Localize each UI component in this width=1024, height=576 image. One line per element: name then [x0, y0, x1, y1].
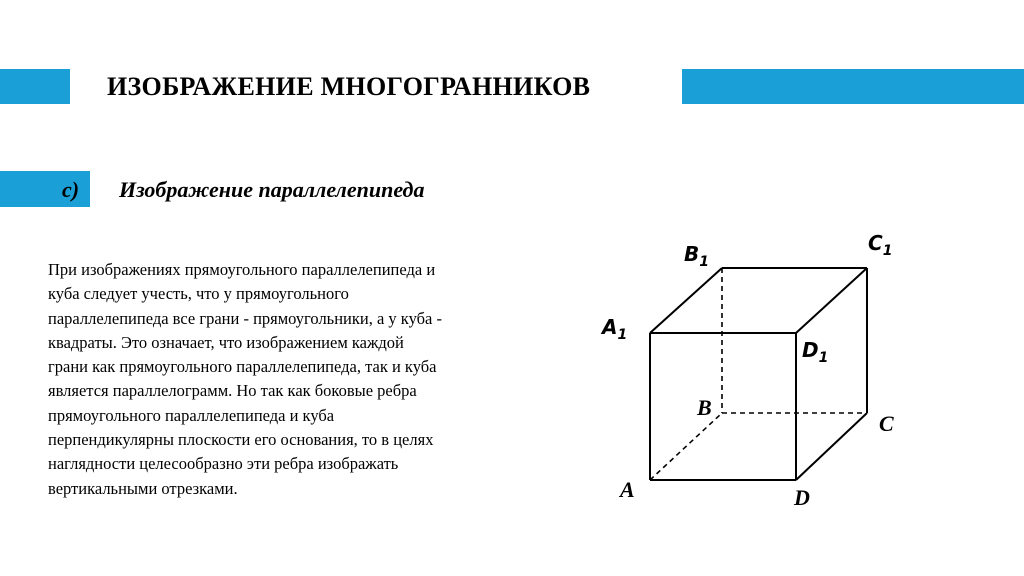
vertex-label-B: B: [697, 395, 712, 420]
edge-A1B1: [650, 268, 722, 333]
body-line: перпендикулярны плоскости его основания, то в целях: [48, 430, 434, 450]
header-accent-bar-right: [682, 69, 1024, 104]
vertex-label-C1: $C_1$: [868, 231, 893, 259]
body-line: вертикальными отрезками.: [48, 478, 238, 498]
header-accent-bar-left: [0, 69, 70, 104]
body-line: прямоугольного параллелепипеда и куба: [48, 405, 335, 425]
edge-CD: [796, 413, 867, 480]
vertex-label-B1: $B_1$: [684, 242, 709, 270]
vertex-label-A1: $A_1$: [602, 315, 628, 343]
body-line: куба следует учесть, что у прямоугольного: [48, 284, 349, 304]
body-paragraph: [48, 258, 520, 501]
vertex-label-C: C: [879, 411, 894, 436]
vertex-label-D: D: [794, 485, 810, 510]
vertex-label-A: A: [620, 477, 635, 502]
body-line: является параллелограмм. Но так как боковые ребра: [48, 381, 417, 401]
body-line: квадраты. Это означает, что изображением каждой: [48, 332, 404, 352]
body-line: параллелепипеда все грани - прямоугольники, а у куба -: [48, 308, 442, 328]
edge-C1D1: [796, 268, 867, 333]
page-title: ИЗОБРАЖЕНИЕ МНОГОГРАННИКОВ: [107, 72, 591, 101]
body-line: грани как прямоугольного параллелепипеда, так и куба: [48, 357, 437, 377]
section-title: Изображение параллелепипеда: [119, 177, 425, 202]
body-line: При изображениях прямоугольного параллелепипеда и: [48, 260, 436, 279]
hidden-edge-AB: [650, 413, 722, 480]
parallelepiped-figure: [580, 220, 940, 520]
section-letter: c): [62, 177, 80, 202]
vertex-label-D1: $D_1$: [802, 338, 829, 366]
body-line: наглядности целесообразно эти ребра изображать: [48, 454, 399, 474]
